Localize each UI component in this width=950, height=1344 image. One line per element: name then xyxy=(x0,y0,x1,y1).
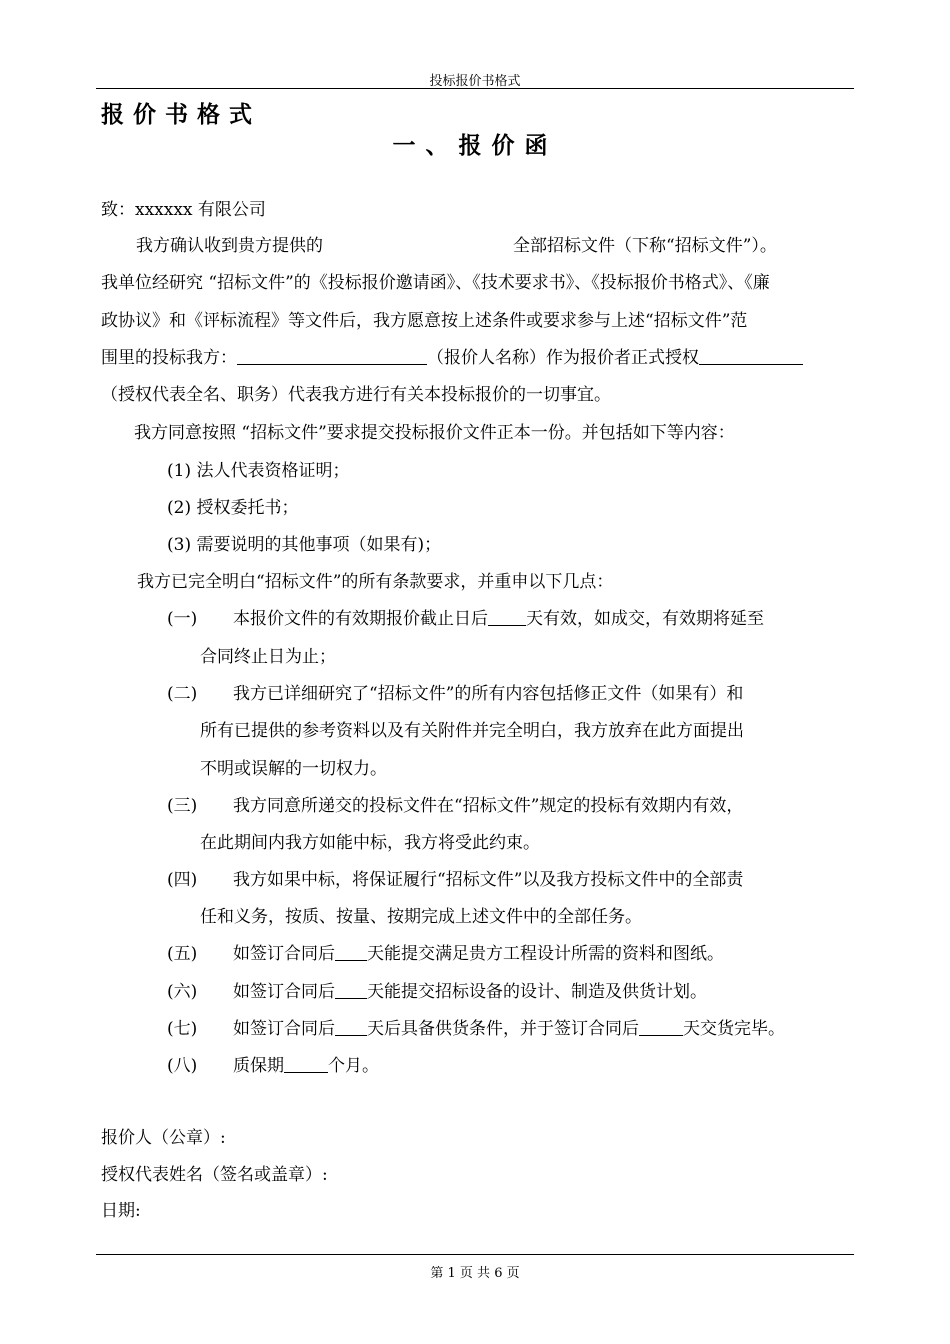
clause-2-line-2: 所有已提供的参考资料以及有关附件并完全明白，我方放弃在此方面提出 xyxy=(200,721,744,741)
bidder-seal-line: 报价人（公章）: xyxy=(101,1128,226,1148)
clause-2-line-1 xyxy=(167,683,743,705)
clause-8-number: (八) xyxy=(167,1056,198,1076)
clause-6 xyxy=(167,981,707,1003)
bidder-name-blank[interactable] xyxy=(237,347,427,365)
clause-6-number: (六) xyxy=(167,982,198,1002)
clause-8-text-a: 质保期 xyxy=(233,1056,284,1076)
plan-days-blank[interactable] xyxy=(335,981,367,999)
clause-6-text-b: 天能提交招标设备的设计、制造及供货计划。 xyxy=(367,982,707,1002)
clause-5-number: (五) xyxy=(167,944,198,964)
clause-8 xyxy=(167,1055,379,1077)
validity-days-blank[interactable] xyxy=(488,608,526,626)
clause-7-text-b: 天后具备供货条件，并于签订合同后 xyxy=(367,1019,639,1039)
para-3: 我方已完全明白“招标文件”的所有条款要求，并重申以下几点： xyxy=(137,572,614,592)
document-title: 一、报价函 xyxy=(392,133,558,159)
clause-4-line-2: 任和义务，按质、按量、按期完成上述文件中的全部任务。 xyxy=(200,907,642,927)
clause-1-text-a: 本报价文件的有效期报价截止日后 xyxy=(233,609,488,629)
clause-2-line-3: 不明或误解的一切权力。 xyxy=(200,759,387,779)
clause-1-line-2: 合同终止日为止； xyxy=(200,647,336,667)
clause-4-text: 我方如果中标，将保证履行“招标文件”以及我方投标文件中的全部责 xyxy=(233,870,744,890)
clause-7-text-a: 如签订合同后 xyxy=(233,1019,335,1039)
supply-ready-days-blank[interactable] xyxy=(335,1018,367,1036)
para-1-l4-text-b: （报价人名称）作为报价者正式授权 xyxy=(427,348,699,368)
list-item-3: (3) 需要说明的其他事项（如果有)； xyxy=(167,535,442,555)
para-1-text-b: 全部招标文件（下称“招标文件”）。 xyxy=(513,236,777,256)
clause-4-line-1 xyxy=(167,869,743,891)
clause-4-number: (四) xyxy=(167,870,198,890)
clause-6-text-a: 如签订合同后 xyxy=(233,982,335,1002)
page-header: 投标报价书格式 xyxy=(429,74,521,89)
clause-3-number: (三) xyxy=(167,796,198,816)
clause-7 xyxy=(167,1018,785,1040)
list-item-2: (2) 授权委托书； xyxy=(167,498,299,518)
clause-5-text-a: 如签订合同后 xyxy=(233,944,335,964)
page-footer: 第 1 页 共 6 页 xyxy=(430,1266,520,1281)
clause-8-text-b: 个月。 xyxy=(328,1056,379,1076)
clause-3-line-2: 在此期间内我方如能中标，我方将受此约束。 xyxy=(200,833,540,853)
para-1-line-4 xyxy=(101,347,803,369)
header-rule xyxy=(96,88,854,89)
list-item-1: (1) 法人代表资格证明； xyxy=(167,461,350,481)
para-1-line-2: 我单位经研究 “招标文件”的《投标报价邀请函》、《技术要求书》、《投标报价书格式》、《廉 xyxy=(101,273,770,293)
warranty-months-blank[interactable] xyxy=(284,1055,328,1073)
clause-5-text-b: 天能提交满足贵方工程设计所需的资料和图纸。 xyxy=(367,944,724,964)
para-1-text-a: 我方确认收到贵方提供的 xyxy=(136,236,323,256)
clause-1-text-b: 天有效，如成交，有效期将延至 xyxy=(526,609,764,629)
clause-1-number: (一) xyxy=(167,609,198,629)
clause-2-number: (二) xyxy=(167,684,198,704)
rep-signature-line: 授权代表姓名（签名或盖章）: xyxy=(101,1165,328,1185)
para-1-line-5: （授权代表全名、职务）代表我方进行有关本投标报价的一切事宜。 xyxy=(101,385,611,405)
section-title: 报价书格式 xyxy=(101,102,261,128)
delivery-days-blank[interactable] xyxy=(639,1018,683,1036)
addressee-line: 致：xxxxxx 有限公司 xyxy=(101,200,266,220)
clause-2-text: 我方已详细研究了“招标文件”的所有内容包括修正文件（如果有）和 xyxy=(233,684,744,704)
date-line: 日期: xyxy=(101,1201,141,1221)
clause-7-number: (七) xyxy=(167,1019,198,1039)
para-1-line-3: 政协议》和《评标流程》等文件后，我方愿意按上述条件或要求参与上述“招标文件”范 xyxy=(101,311,748,331)
clause-3-line-1 xyxy=(167,795,743,817)
clause-7-text-c: 天交货完毕。 xyxy=(683,1019,785,1039)
footer-rule xyxy=(96,1254,854,1255)
para-2: 我方同意按照 “招标文件”要求提交投标报价文件正本一份。并包括如下等内容： xyxy=(134,423,735,443)
design-docs-days-blank[interactable] xyxy=(335,943,367,961)
para-1-line-1 xyxy=(136,235,777,257)
para-1-l4-text-a: 围里的投标我方： xyxy=(101,348,237,368)
clause-5 xyxy=(167,943,724,965)
authorized-rep-blank[interactable] xyxy=(699,347,803,365)
clause-3-text: 我方同意所递交的投标文件在“招标文件”规定的投标有效期内有效， xyxy=(233,796,744,816)
clause-1-line-1 xyxy=(167,608,764,630)
